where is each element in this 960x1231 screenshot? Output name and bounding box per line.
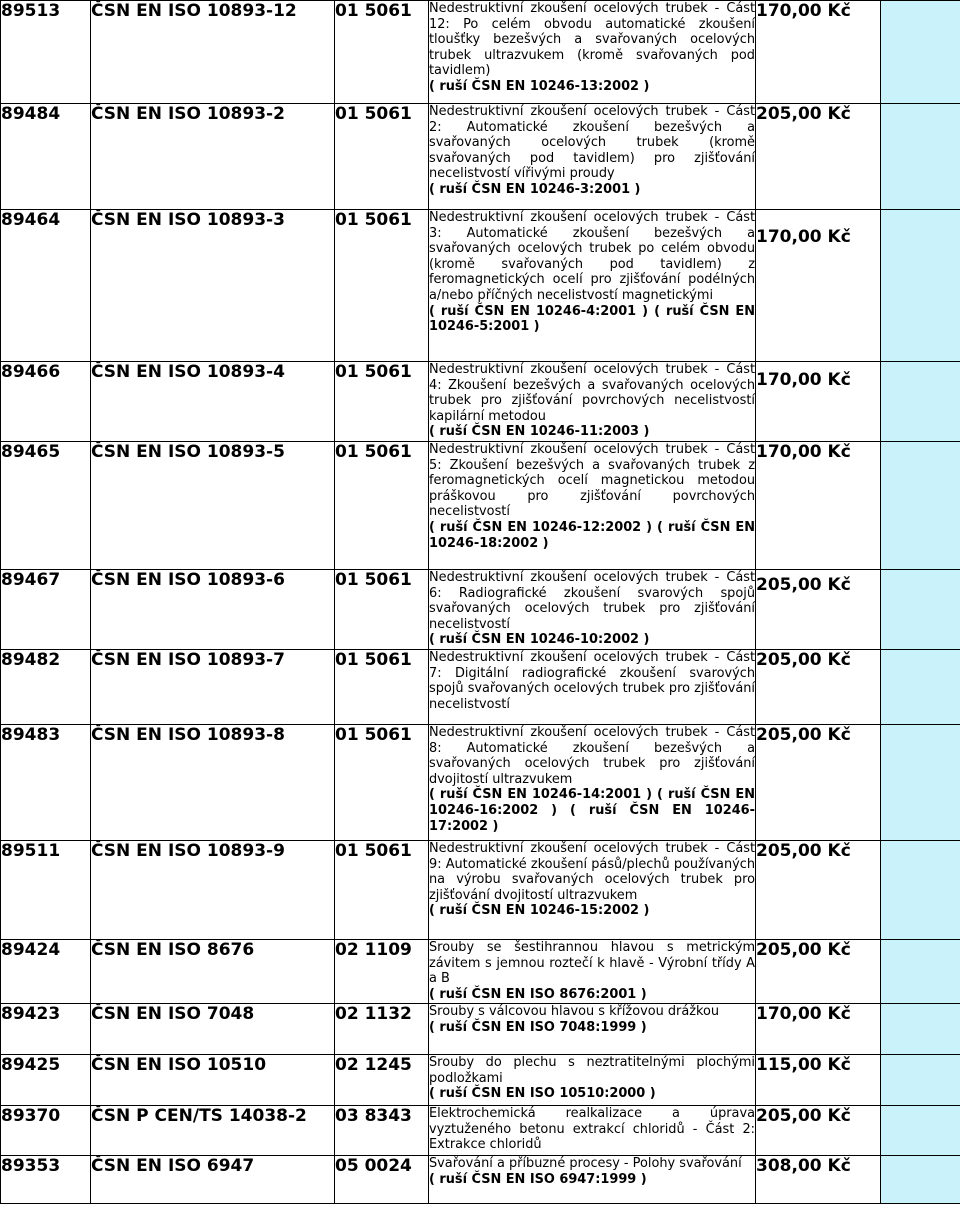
marker-cell	[881, 841, 960, 940]
standard-description	[429, 570, 756, 650]
marker-cell	[881, 1156, 960, 1204]
price: 308,00 Kč	[756, 1156, 881, 1204]
replaces-note: ( ruší ČSN EN 10246-13:2002 )	[429, 78, 650, 94]
replaces-note: ( ruší ČSN EN 10246-15:2002 )	[429, 903, 650, 919]
marker-cell	[881, 104, 960, 210]
price: 205,00 Kč	[756, 940, 881, 1004]
standard-designation: ČSN EN ISO 7048	[91, 1004, 335, 1055]
table-row	[1, 210, 960, 362]
price: 205,00 Kč	[756, 725, 881, 841]
marker-cell	[881, 1055, 960, 1106]
description-text: Nedestruktivní zkoušení ocelových trubek - Část 4: Zkoušení bezešvých a svařovaných ocelových trubek pro zjišťování povrchových necelistvostí kapilární metodou	[429, 362, 755, 424]
standard-description	[429, 1106, 756, 1156]
standard-description	[429, 210, 756, 362]
description-text: Nedestruktivní zkoušení ocelových trubek - Část 5: Zkoušení bezešvých a svařovaných trubek z feromagnetických ocelí magnetickou metodou práškovou pro zjišťování povrchových necelistvostí	[429, 442, 755, 520]
catalog-number: 89513	[1, 1, 91, 104]
catalog-number: 89511	[1, 841, 91, 940]
description-text: Svařování a příbuzné procesy - Polohy svařování	[429, 1156, 742, 1171]
table-row	[1, 362, 960, 442]
standard-description	[429, 442, 756, 570]
replaces-note: ( ruší ČSN EN 10246-3:2001 )	[429, 181, 641, 197]
marker-cell	[881, 725, 960, 841]
description-text: Nedestruktivní zkoušení ocelových trubek - Část 9: Automatické zkoušení pásů/plechů používaných na výrobu svařovaných ocelových trubek pro zjišťování dvojitostí ultrazvukem	[429, 841, 755, 903]
table-row	[1, 725, 960, 841]
catalog-number: 89353	[1, 1156, 91, 1204]
replaces-note: ( ruší ČSN EN 10246-11:2003 )	[429, 424, 650, 440]
marker-cell	[881, 1106, 960, 1156]
standard-description	[429, 1156, 756, 1204]
description-text: Šrouby do plechu s neztratitelnými plochými podložkami	[429, 1055, 755, 1086]
standard-designation: ČSN EN ISO 10893-8	[91, 725, 335, 841]
standard-description	[429, 841, 756, 940]
standard-designation: ČSN EN ISO 10893-4	[91, 362, 335, 442]
marker-cell	[881, 650, 960, 725]
marker-cell	[881, 570, 960, 650]
description-text: Šrouby se šestihrannou hlavou s metrickým závitem s jemnou roztečí k hlavě - Výrobní třídy A a B	[429, 940, 755, 987]
price: 205,00 Kč	[756, 570, 881, 650]
description-text: Nedestruktivní zkoušení ocelových trubek - Část 2: Automatické zkoušení bezešvých a svařovaných ocelových trubek (kromě svařovaných pod tavidlem) pro zjišťování necelistvostí vířivými proudy	[429, 104, 755, 182]
classification-code: 01 5061	[335, 210, 429, 362]
catalog-number: 89424	[1, 940, 91, 1004]
standard-designation: ČSN EN ISO 10893-2	[91, 104, 335, 210]
marker-cell	[881, 442, 960, 570]
table-row	[1, 1004, 960, 1055]
replaces-note: ( ruší ČSN EN 10246-4:2001 ) ( ruší ČSN EN 10246-5:2001 )	[429, 303, 755, 335]
price: 170,00 Kč	[756, 1004, 881, 1055]
description-text: Nedestruktivní zkoušení ocelových trubek - Část 6: Radiografické zkoušení svarových spojů svařovaných ocelových trubek pro zjišťování necelistvostí	[429, 570, 755, 632]
table-row	[1, 650, 960, 725]
description-text: Nedestruktivní zkoušení ocelových trubek - Část 12: Po celém obvodu automatické zkoušení tloušťky bezešvých a svařovaných ocelových trubek ultrazvukem (kromě svařovaných pod tavidlem)	[429, 1, 755, 79]
table-row	[1, 104, 960, 210]
description-text: Šrouby s válcovou hlavou s křížovou drážkou	[429, 1004, 720, 1019]
marker-cell	[881, 210, 960, 362]
catalog-number: 89423	[1, 1004, 91, 1055]
price: 170,00 Kč	[756, 210, 881, 362]
standard-designation: ČSN EN ISO 10510	[91, 1055, 335, 1106]
price: 170,00 Kč	[756, 1, 881, 104]
standard-designation: ČSN EN ISO 10893-12	[91, 1, 335, 104]
description-text: Elektrochemická realkalizace a úprava vyztuženého betonu extrakcí chloridů - Část 2: Extrakce chloridů	[429, 1106, 755, 1153]
classification-code: 02 1132	[335, 1004, 429, 1055]
replaces-note: ( ruší ČSN EN ISO 7048:1999 )	[429, 1019, 647, 1035]
catalog-number: 89467	[1, 570, 91, 650]
standard-designation: ČSN EN ISO 6947	[91, 1156, 335, 1204]
price: 205,00 Kč	[756, 841, 881, 940]
catalog-number: 89483	[1, 725, 91, 841]
table-row	[1, 1156, 960, 1204]
marker-cell	[881, 1004, 960, 1055]
table-row	[1, 1055, 960, 1106]
classification-code: 01 5061	[335, 725, 429, 841]
table-row	[1, 940, 960, 1004]
marker-cell	[881, 1, 960, 104]
catalog-number: 89484	[1, 104, 91, 210]
classification-code: 01 5061	[335, 362, 429, 442]
classification-code: 01 5061	[335, 104, 429, 210]
table-row	[1, 1106, 960, 1156]
price: 170,00 Kč	[756, 362, 881, 442]
classification-code: 01 5061	[335, 1, 429, 104]
catalog-number: 89482	[1, 650, 91, 725]
description-text: Nedestruktivní zkoušení ocelových trubek - Část 3: Automatické zkoušení bezešvých a svařovaných ocelových trubek po celém obvodu (kromě svařovaných pod tavidlem) z feromagnetických ocelí pro zjišťování podélných a/nebo příčných necelistvostí magnetickými	[429, 210, 755, 303]
price: 205,00 Kč	[756, 1106, 881, 1156]
marker-cell	[881, 362, 960, 442]
standard-description	[429, 725, 756, 841]
standard-designation: ČSN EN ISO 10893-3	[91, 210, 335, 362]
table-row	[1, 841, 960, 940]
replaces-note: ( ruší ČSN EN ISO 6947:1999 )	[429, 1171, 647, 1187]
standard-designation: ČSN P CEN/TS 14038-2	[91, 1106, 335, 1156]
classification-code: 01 5061	[335, 650, 429, 725]
standard-designation: ČSN EN ISO 10893-6	[91, 570, 335, 650]
standard-description	[429, 362, 756, 442]
price: 170,00 Kč	[756, 442, 881, 570]
price: 205,00 Kč	[756, 104, 881, 210]
standard-description	[429, 940, 756, 1004]
replaces-note: ( ruší ČSN EN 10246-12:2002 ) ( ruší ČSN EN 10246-18:2002 )	[429, 519, 755, 551]
replaces-note: ( ruší ČSN EN 10246-10:2002 )	[429, 632, 650, 648]
standard-description	[429, 1004, 756, 1055]
classification-code: 05 0024	[335, 1156, 429, 1204]
standard-description	[429, 104, 756, 210]
catalog-number: 89464	[1, 210, 91, 362]
standard-designation: ČSN EN ISO 10893-9	[91, 841, 335, 940]
price: 115,00 Kč	[756, 1055, 881, 1106]
description-text: Nedestruktivní zkoušení ocelových trubek - Část 8: Automatické zkoušení bezešvých a svařovaných ocelových trubek pro zjišťování dvojitostí ultrazvukem	[429, 725, 755, 787]
replaces-note: ( ruší ČSN EN ISO 10510:2000 )	[429, 1086, 656, 1102]
table-body	[1, 1, 960, 1204]
marker-cell	[881, 940, 960, 1004]
standard-description	[429, 1055, 756, 1106]
price: 205,00 Kč	[756, 650, 881, 725]
standard-designation: ČSN EN ISO 8676	[91, 940, 335, 1004]
table-row	[1, 570, 960, 650]
classification-code: 02 1109	[335, 940, 429, 1004]
replaces-note: ( ruší ČSN EN ISO 8676:2001 )	[429, 986, 647, 1002]
table-row	[1, 442, 960, 570]
catalog-number: 89465	[1, 442, 91, 570]
table-row	[1, 1, 960, 104]
classification-code: 02 1245	[335, 1055, 429, 1106]
description-text: Nedestruktivní zkoušení ocelových trubek - Část 7: Digitální radiografické zkoušení svarových spojů svařovaných ocelových trubek pro zjišťování necelistvostí	[429, 650, 755, 712]
replaces-note: ( ruší ČSN EN 10246-14:2001 ) ( ruší ČSN EN 10246-16:2002 ) ( ruší ČSN EN 10246-17:2002 )	[429, 787, 755, 834]
classification-code: 03 8343	[335, 1106, 429, 1156]
standard-designation: ČSN EN ISO 10893-5	[91, 442, 335, 570]
standard-description	[429, 650, 756, 725]
standard-description	[429, 1, 756, 104]
catalog-number: 89425	[1, 1055, 91, 1106]
standard-designation: ČSN EN ISO 10893-7	[91, 650, 335, 725]
catalog-number: 89466	[1, 362, 91, 442]
classification-code: 01 5061	[335, 442, 429, 570]
classification-code: 01 5061	[335, 570, 429, 650]
catalog-number: 89370	[1, 1106, 91, 1156]
classification-code: 01 5061	[335, 841, 429, 940]
